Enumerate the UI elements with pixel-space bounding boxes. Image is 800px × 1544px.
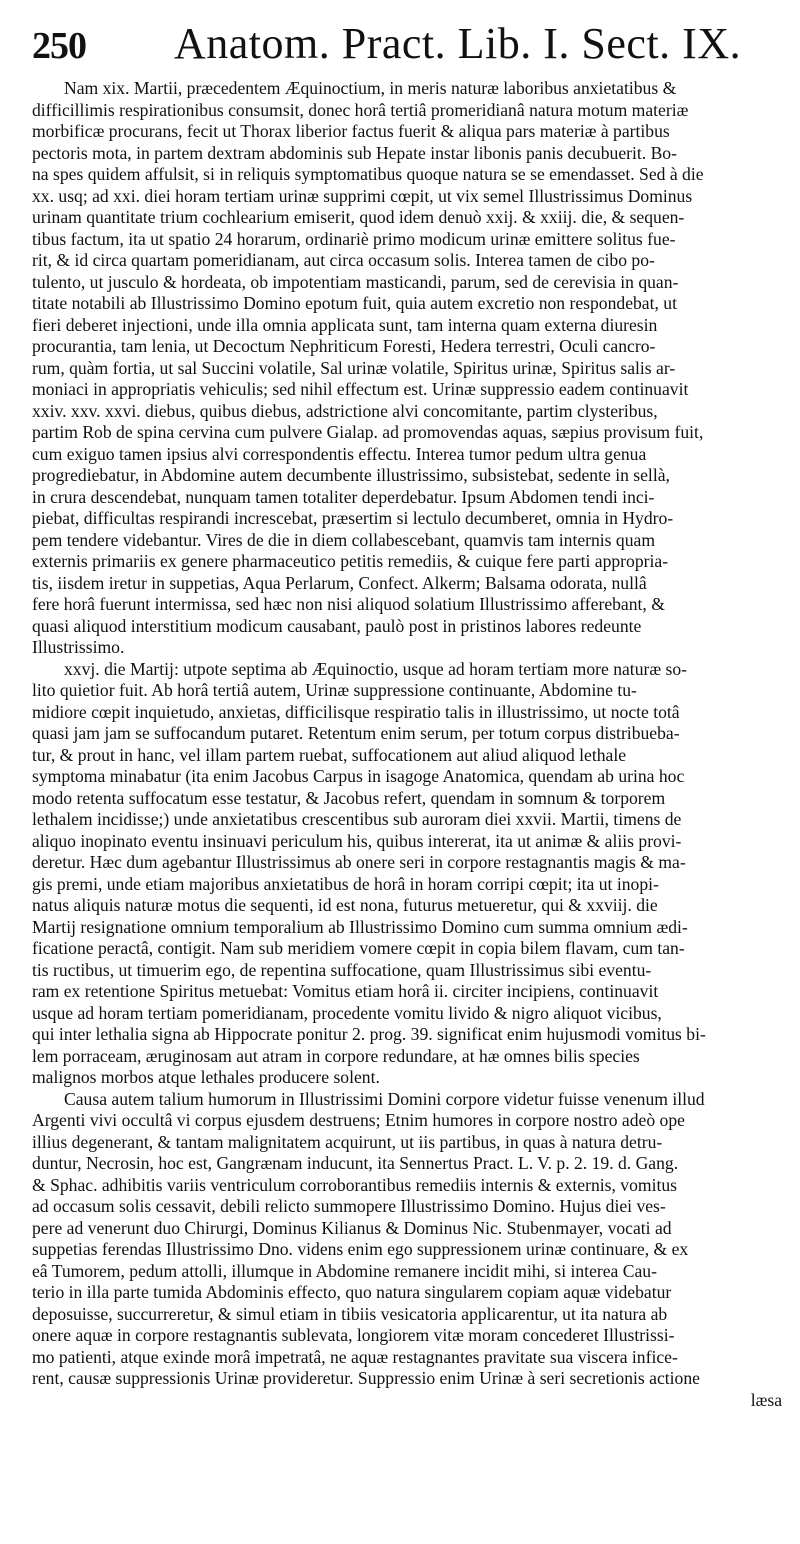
text-line: rent, causæ suppressionis Urinæ provideretur. Suppressio enim Urinæ à seri secretionis actione (32, 1368, 700, 1388)
text-line: modo retenta suffocatum esse testatur, & Jacobus refert, quendam in somnum & torporem (32, 787, 666, 808)
text-line: xx. usq; ad xxi. diei horam tertiam urinæ supprimi cœpit, ut vix semel Illustrissimus Dominus (32, 185, 693, 206)
text-line: onere aquæ in corpore restagnantis sublevata, longiorem vitæ moram concederet Illustrissi- (32, 1325, 675, 1345)
text-line: tibus factum, ita ut spatio 24 horarum, ordinariè primo modicum urinæ emittere solitus fue- (32, 228, 676, 249)
text-line: Argenti vivi occultâ vi corpus ejusdem destruens; Etnim humores in corpore nostro adeò ope (32, 1110, 685, 1130)
text-line: deretur. Hæc dum agebantur Illustrissimus ab onere seri in corpore restagnantis magis & ma- (32, 852, 686, 872)
text-line: lito quietior fuit. Ab horâ tertiâ autem, Urinæ suppressione continuante, Abdomine tu- (32, 680, 637, 700)
text-line: midiore cœpit inquietudo, anxietas, difficilisque respiratio talis in illustrissimo, ut nocte totâ (32, 701, 680, 722)
text-line: ad occasum solis cessavit, debili relicto summopere Illustrissimo Domino. Hujus diei ves- (32, 1196, 666, 1216)
text-line: ficatione peractâ, contigit. Nam sub meridiem vomere cœpit in copia bilem flavam, cum tan- (32, 938, 685, 958)
text-line: xxiv. xxv. xxvi. diebus, quibus diebus, adstrictione alvi concomitante, partim clysteribus, (32, 400, 658, 421)
text-line: externis primariis ex genere pharmaceutico petitis remediis, & cuique fere parti appropria- (32, 551, 669, 571)
text-line: pem tendere videbantur. Vires de die in diem collabescebant, quamvis tam internis quam (32, 529, 656, 550)
running-head: Anatom. Pract. Lib. I. Sect. IX. (174, 19, 742, 68)
text-line: qui inter lethalia signa ab Hippocrate ponitur 2. prog. 39. significat enim hujusmodi vomitus bi- (32, 1024, 706, 1044)
text-line: na spes quidem affulsit, si in reliquis symptomatibus quoque natura se se emendasset. Sed à die (32, 164, 704, 184)
text-line: mo patienti, atque exinde morâ impetratâ, ne aquæ restagnantes pravitate sua viscera infice- (32, 1346, 678, 1367)
text-line: progrediebatur, in Abdomine autem decumbente illustrissimo, subsistebat, sedente in sellà, (32, 465, 670, 485)
page-header (32, 18, 790, 78)
text-line: lethalem incidisse;) unde anxietatibus crescentibus sub auroram diei xxvii. Martii, timens de (32, 809, 682, 829)
text-line: procurantia, tam lenia, ut Decoctum Nephriticum Foresti, Hedera terrestri, Oculi cancro- (32, 336, 656, 356)
text-line: fere horâ fuerunt intermissa, sed hæc non nisi aliquod solatium Illustrissimo afferebant, & (32, 594, 665, 614)
text-line: quasi jam jam se suffocandum putaret. Retentum enim serum, per totum corpus distribueba- (32, 723, 680, 743)
page-number: 250 (32, 25, 86, 67)
text-line: symptoma minabatur (ita enim Jacobus Carpus in isagoge Anatomica, quendam ab urina hoc (32, 766, 685, 786)
catchword: læsa (750, 1389, 782, 1410)
text-line: in crura descendebat, nunquam tamen totaliter deperdebatur. Ipsum Abdomen tendi inci- (32, 486, 655, 507)
text-line: tis, iisdem iretur in suppetias, Aqua Perlarum, Confect. Alkerm; Balsama odorata, nullâ (32, 572, 647, 593)
text-line: gis premi, unde etiam majoribus anxietatibus de horâ in horam corripi cœpit; ita ut inopi- (32, 873, 659, 894)
text-line: Nam xix. Martii, præcedentem Æquinoctium, in meris naturæ laboribus anxietatibus & (64, 78, 677, 98)
text-line: moniaci in appropriatis vehiculis; sed nihil effectum est. Urinæ suppressio eadem continuavit (32, 379, 689, 399)
text-line: quasi aliquod interstitium modicum causabant, paulò post in pristinos labores redeunte (32, 615, 642, 636)
text-line: suppetias ferendas Illustrissimo Dno. videns enim ego suppressionem urinæ continuare, & ex (32, 1239, 689, 1259)
text-line: ram ex retentione Spiritus metuebat: Vomitus etiam horâ ii. circiter incipiens, continuavit (32, 981, 659, 1001)
text-line: illius degenerant, & tantam malignitatem acquirunt, ut iis partibus, in quas à natura detru- (32, 1131, 663, 1152)
text-line: deposuisse, succurreretur, & simul etiam in tibiis vesicatoria applicarentur, ut ita natura ab (32, 1303, 668, 1324)
text-line: natus aliquis naturæ motus die sequenti, id est nona, futurus metueretur, qui & xxviij. die (32, 895, 658, 915)
text-line: piebat, difficultas respirandi increscebat, præsertim si lectulo decumberet, omnia in Hydro- (32, 508, 674, 528)
text-line: titate notabili ab Illustrissimo Domino epotum fuit, quia autem excretio non respondebat, ut (32, 293, 677, 313)
text-line: duntur, Necrosin, hoc est, Gangrænam inducunt, ita Sennertus Pract. L. V. p. 2. 19. d. Gang. (32, 1153, 679, 1173)
text-line: malignos morbos atque lethales producere solent. (32, 1067, 380, 1087)
text-line: Causa autem talium humorum in Illustrissimi Domini corpore videtur fuisse venenum illud (64, 1088, 705, 1109)
text-line: Martij resignatione omnium temporalium ab Illustrissimo Domino cum summa omnium ædi- (32, 916, 688, 937)
text-line: usque ad horam tertiam pomeridianam, procedente vomitu livido & nigro aliquot vicibus, (32, 1002, 662, 1023)
text-line: partim Rob de spina cervina cum pulvere Gialap. ad promovendas aquas, sæpius provisum fuit, (32, 422, 704, 442)
text-line: eâ Tumorem, pedum attolli, illumque in Abdomine remanere incidit mihi, si interea Cau- (32, 1260, 657, 1281)
text-line: & Sphac. adhibitis variis ventriculum corroborantibus remediis internis & externis, vomitus (32, 1174, 677, 1195)
text-line: tulento, ut jusculo & hordeata, ob impotentiam masticandi, parum, sed de cerevisia in quan- (32, 271, 679, 292)
text-line: rit, & id circa quartam pomeridianam, aut circa occasum solis. Interea tamen de cibo po- (32, 250, 655, 270)
text-line: xxvj. die Martij: utpote septima ab Æquinoctio, usque ad horam tertiam more naturæ so- (64, 658, 687, 679)
text-line: pere ad venerunt duo Chirurgi, Dominus Kilianus & Dominus Nic. Stubenmayer, vocati ad (32, 1217, 672, 1238)
text-line: morbificæ procurans, fecit ut Thorax liberior factus fuerit & aliqua pars materiæ à partibus (32, 121, 670, 141)
text-line: difficillimis respirationibus consumsit, donec horâ tertiâ promeridianâ natura motum materiæ (32, 99, 689, 120)
text-line: terio in illa parte tumida Abdominis effecto, quo natura singularem copiam aquæ videbatur (32, 1282, 672, 1302)
text-line: pectoris mota, in partem dextram abdominis sub Hepate instar libonis panis decubuerit. Bo- (32, 142, 677, 163)
text-line: rum, quàm fortia, ut sal Succini volatile, Sal urinæ volatile, Spiritus urinæ, Spiritus salis ar- (32, 357, 676, 378)
text-line: fieri deberet injectioni, unde illa omnia applicata sunt, tam interna quam externa diuresin (32, 314, 658, 335)
body-text (32, 78, 770, 1390)
text-line: lem porraceam, æruginosam aut atram in corpore redundare, at hæ omnes bilis species (32, 1045, 640, 1066)
text-line: Illustrissimo. (32, 637, 125, 657)
text-line: tis ructibus, ut timuerim ego, de repentina suffocatione, quam Illustrissimus sibi eventu- (32, 959, 652, 980)
text-line: aliquo inopinato eventu insinuavi periculum his, quibus intererat, ita ut animæ & aliis provi- (32, 830, 682, 851)
text-line: urinam quantitate trium cochlearium emiserit, quod idem denuò xxij. & xxiij. die, & sequen- (32, 207, 685, 227)
text-line: cum exiguo tamen ipsius alvi correspondentis effectu. Interea tumor pedum ultra genua (32, 443, 647, 464)
text-line: tur, & prout in hanc, vel illam partem ruebat, suffocationem aut aliud aliquod lethale (32, 744, 627, 765)
